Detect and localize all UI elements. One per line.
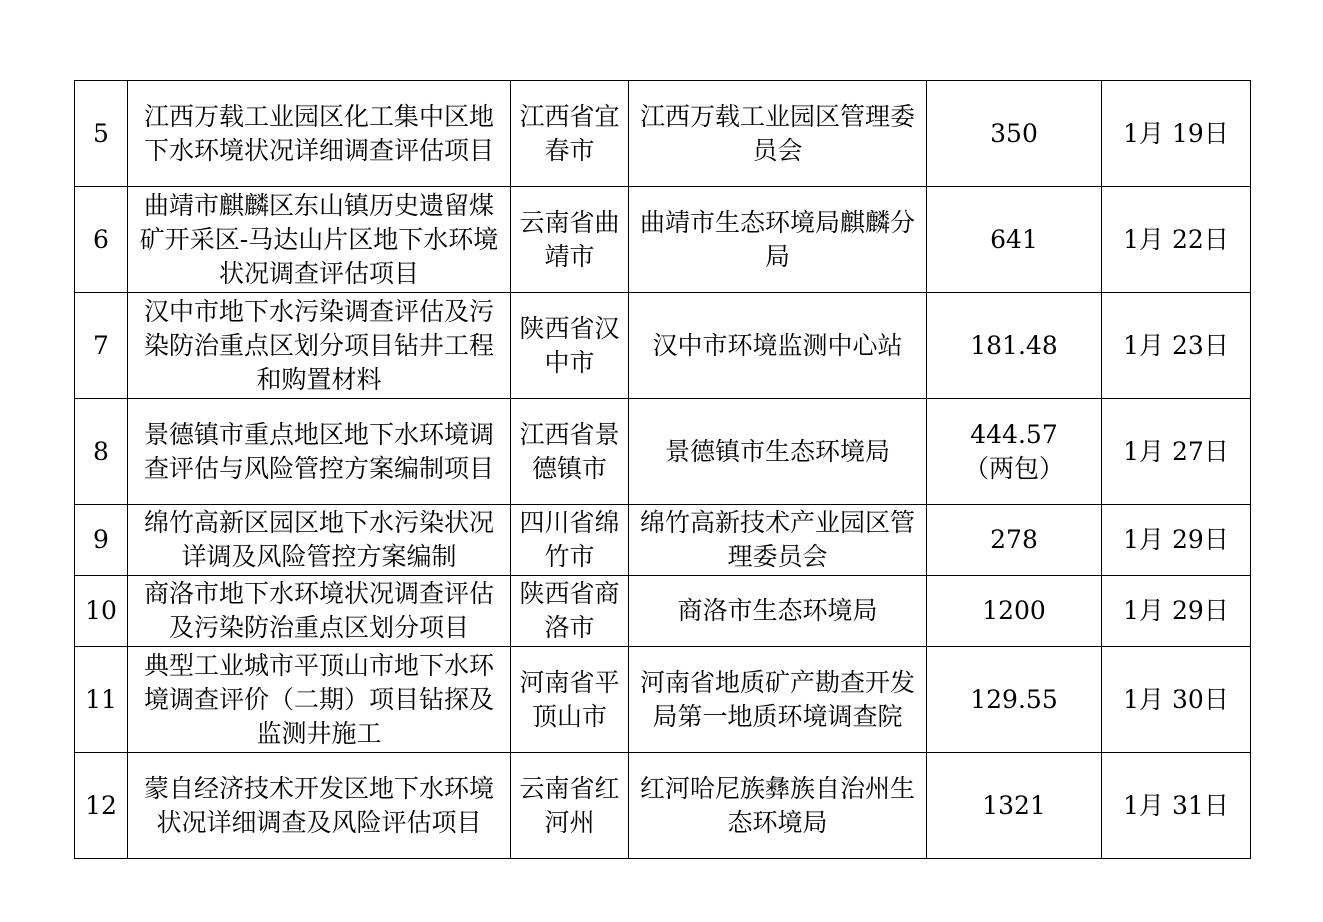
amount-value: 1321: [982, 790, 1046, 820]
amount-value: 181.48: [970, 330, 1058, 360]
amount-cell: [927, 81, 1102, 187]
amount-value: 641: [990, 224, 1038, 254]
date: 1月 29日: [1102, 576, 1251, 647]
project-name: 商洛市地下水环境状况调查评估及污染防治重点区划分项目: [128, 576, 511, 647]
purchasing-unit: 红河哈尼族彝族自治州生态环境局: [629, 753, 927, 859]
amount-cell: [927, 647, 1102, 753]
region: 陕西省汉中市: [511, 293, 629, 399]
purchasing-unit: 曲靖市生态环境局麒麟分局: [629, 187, 927, 293]
date: 1月 30日: [1102, 647, 1251, 753]
table-row: [75, 293, 1251, 399]
table-body: [75, 81, 1251, 859]
row-number: 6: [75, 187, 128, 293]
amount-value: 1200: [982, 596, 1046, 625]
amount-note: （两包）: [963, 453, 1064, 483]
purchasing-unit: 汉中市环境监测中心站: [629, 293, 927, 399]
project-table: [74, 80, 1251, 859]
project-name: 汉中市地下水污染调查评估及污染防治重点区划分项目钻井工程和购置材料: [128, 293, 511, 399]
amount-value: 444.57: [970, 419, 1058, 449]
project-name: 蒙自经济技术开发区地下水环境状况详细调查及风险评估项目: [128, 753, 511, 859]
table-row: [75, 187, 1251, 293]
amount-value: 278: [990, 525, 1038, 554]
row-number: 12: [75, 753, 128, 859]
project-name: 曲靖市麒麟区东山镇历史遗留煤矿开采区-马达山片区地下水环境状况调查评估项目: [128, 187, 511, 293]
region: 云南省红河州: [511, 753, 629, 859]
amount-cell: [927, 753, 1102, 859]
date: 1月 29日: [1102, 505, 1251, 576]
amount-cell: [927, 293, 1102, 399]
project-name: 典型工业城市平顶山市地下水环境调查评价（二期）项目钻探及监测井施工: [128, 647, 511, 753]
row-number: 7: [75, 293, 128, 399]
date: 1月 19日: [1102, 81, 1251, 187]
table-row: [75, 576, 1251, 647]
row-number: 5: [75, 81, 128, 187]
table-row: [75, 753, 1251, 859]
amount-value: 129.55: [970, 684, 1058, 714]
row-number: 11: [75, 647, 128, 753]
amount-value: 350: [990, 118, 1038, 148]
purchasing-unit: 景德镇市生态环境局: [629, 399, 927, 505]
amount-cell: [927, 187, 1102, 293]
row-number: 9: [75, 505, 128, 576]
amount-cell: [927, 399, 1102, 505]
table-row: [75, 399, 1251, 505]
amount-cell: [927, 576, 1102, 647]
region: 云南省曲靖市: [511, 187, 629, 293]
purchasing-unit: 绵竹高新技术产业园区管理委员会: [629, 505, 927, 576]
row-number: 10: [75, 576, 128, 647]
date: 1月 23日: [1102, 293, 1251, 399]
purchasing-unit: 商洛市生态环境局: [629, 576, 927, 647]
amount-cell: [927, 505, 1102, 576]
purchasing-unit: 江西万载工业园区管理委员会: [629, 81, 927, 187]
project-name: 江西万载工业园区化工集中区地下水环境状况详细调查评估项目: [128, 81, 511, 187]
region: 河南省平顶山市: [511, 647, 629, 753]
region: 江西省宜春市: [511, 81, 629, 187]
table-row: [75, 647, 1251, 753]
region: 四川省绵竹市: [511, 505, 629, 576]
date: 1月 22日: [1102, 187, 1251, 293]
region: 江西省景德镇市: [511, 399, 629, 505]
region: 陕西省商洛市: [511, 576, 629, 647]
date: 1月 27日: [1102, 399, 1251, 505]
row-number: 8: [75, 399, 128, 505]
table-row: [75, 81, 1251, 187]
date: 1月 31日: [1102, 753, 1251, 859]
project-name: 景德镇市重点地区地下水环境调查评估与风险管控方案编制项目: [128, 399, 511, 505]
project-name: 绵竹高新区园区地下水污染状况详调及风险管控方案编制: [128, 505, 511, 576]
table-row: [75, 505, 1251, 576]
purchasing-unit: 河南省地质矿产勘查开发局第一地质环境调查院: [629, 647, 927, 753]
